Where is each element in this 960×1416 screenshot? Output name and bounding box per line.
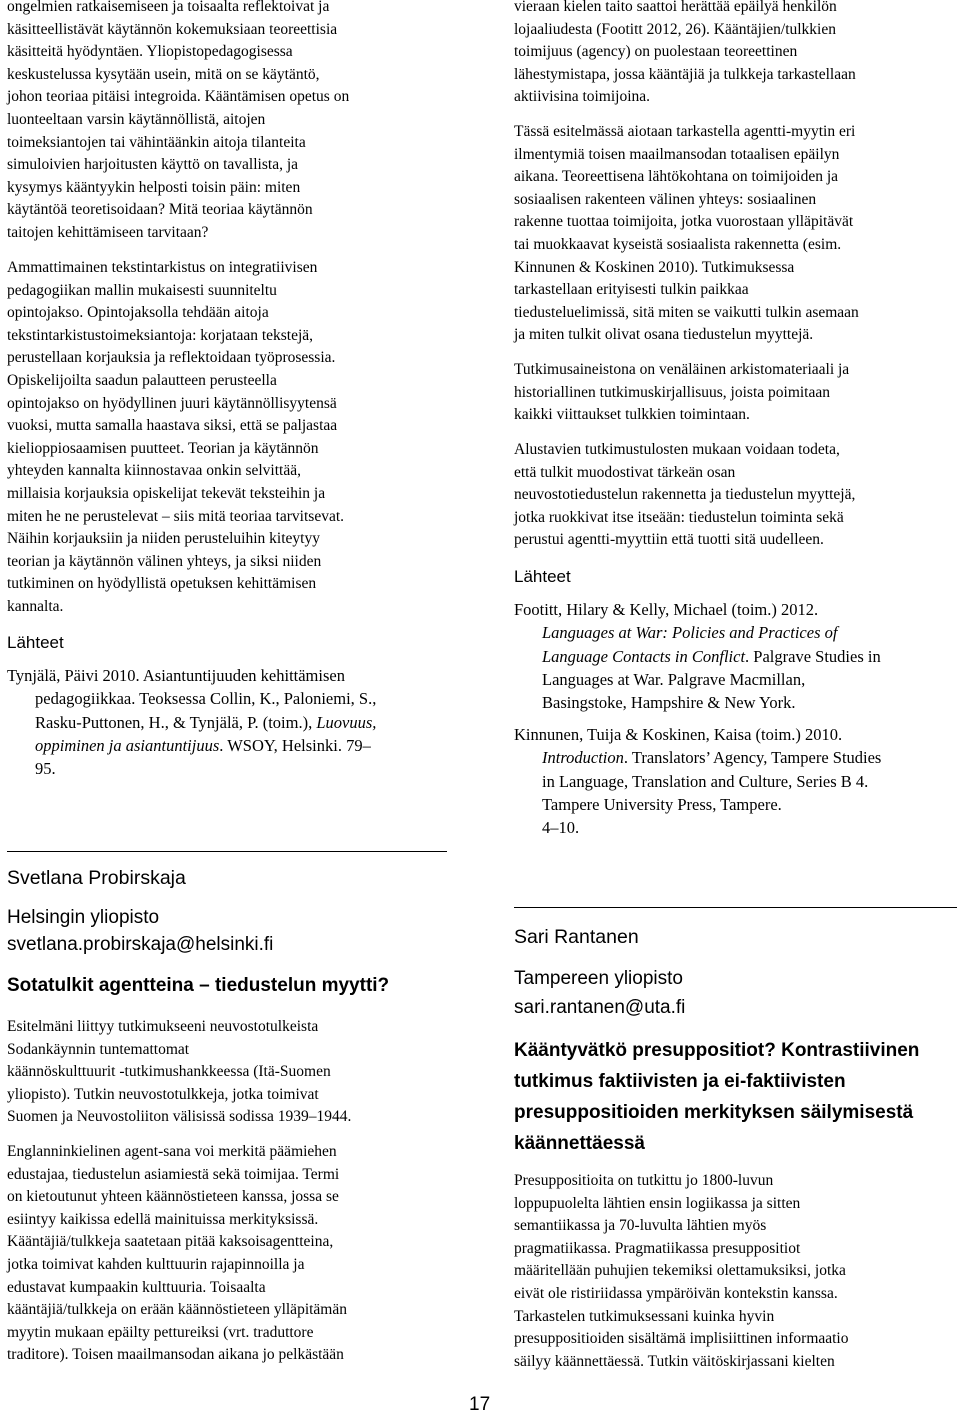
text-line: teorian ja käytännön välinen yhteys, ja siksi niiden xyxy=(7,552,322,570)
text-line: johon teoriaa pitäisi integroida. Kääntämisen opetus on xyxy=(7,88,350,106)
paragraph-research-intro xyxy=(7,1016,351,1129)
author-email[interactable]: svetlana.probirskaja@helsinki.fi xyxy=(7,934,274,955)
reference-line: 95. xyxy=(35,759,56,779)
title-line: presuppositioiden merkityksen säilymisestä xyxy=(514,1102,914,1123)
reference-text: . Translators’ Agency, Tampere Studies xyxy=(623,748,882,768)
text-line: opintojakso on hyödyllinen juuri käytännöllisyytensä xyxy=(7,394,337,412)
text-line: esiintyy kaikissa edellä mainituissa merkityksissä. xyxy=(7,1210,319,1228)
text-line: kaikki viittaukset tulkkien toimintaan. xyxy=(514,406,750,424)
reference-line xyxy=(514,746,881,769)
author-name: Svetlana Probirskaja xyxy=(7,867,186,889)
reference-book-title: Luovuus, xyxy=(316,712,377,732)
text-line: säilyy käännettäessä. Tutkin väitöskirjassani kielten xyxy=(514,1352,835,1370)
text-line: Tässä esitelmässä aiotaan tarkastella agentti-myytin eri xyxy=(514,123,856,140)
reference-line xyxy=(514,621,881,644)
paragraph-presuppositions xyxy=(514,1170,849,1373)
text-line: pedagogiikan mallin mukaisesti suunniteltu xyxy=(7,281,277,299)
author-email[interactable]: sari.rantanen@uta.fi xyxy=(514,997,686,1018)
text-line: tarkastellaan erityisesti tulkin paikkaa xyxy=(514,281,749,299)
reference-line: pedagogiikkaa. Teoksessa Collin, K., Paloniemi, S., xyxy=(35,689,377,709)
text-line: yliopisto). Tutkin neuvostotulkkeja, jotka toimivat xyxy=(7,1085,319,1103)
text-line: neuvostotiedustelun rakennetta ja tiedustelun myyttejä, xyxy=(514,486,856,504)
text-line: on kietoutunut yhteen käännöstieteen kanssa, jossa se xyxy=(7,1188,339,1206)
reference-line xyxy=(7,711,376,734)
text-line: aikana. Teoreettisena lähtökohtana on toimijoiden ja xyxy=(514,168,839,186)
author-affiliation: Tampereen yliopisto xyxy=(514,968,683,989)
reference-line xyxy=(514,645,881,668)
text-line: käsitteellistävät käytännön kokemuksiaan teoreettisia xyxy=(7,20,338,38)
page-number: 17 xyxy=(469,1394,491,1415)
reference-text: . WSOY, Helsinki. 79– xyxy=(219,735,371,755)
reference-line: 4–10. xyxy=(542,818,580,838)
text-line: edustajaa, tiedustelun asiamiestä sekä toimijaa. Termi xyxy=(7,1165,340,1183)
reference-line: in Language, Translation and Culture, Series B 4. xyxy=(542,771,869,791)
title-line: Kääntyvätkö presuppositiot? Kontrastiivinen xyxy=(514,1040,920,1061)
text-line: historiallinen tutkimuskirjallisuus, joista poimitaan xyxy=(514,383,831,401)
text-line: Opiskelijoilta saadun palautteen perusteella xyxy=(7,371,277,389)
title-line: tutkimus faktiivisten ja ei-faktiivisten xyxy=(514,1071,846,1092)
references-heading: Lähteet xyxy=(514,567,571,586)
text-line: aktiivisina toimijoina. xyxy=(514,88,651,106)
text-line: kysymys kääntyykin helposti toisin päin: miten xyxy=(7,178,301,196)
text-line: semantiikassa ja 70-luvulta lähtien myös xyxy=(514,1217,767,1235)
paragraph-agency-approach xyxy=(514,0,856,109)
text-line: opintojakso. Opintojaksolla tehdään aitoja xyxy=(7,304,269,322)
text-line: luonteeltaan varsin käytännöllistä, aitojen xyxy=(7,110,266,128)
paragraph-presentation-aim xyxy=(514,121,859,347)
text-line: perustellaan korjauksia ja reflektoidaan työprosessia. xyxy=(7,349,336,367)
text-line: yhteyden kannalta kiinnostavaa onkin selvittää, xyxy=(7,462,301,480)
text-line: simuloivien harjoitusten käyttö on tavallista, ja xyxy=(7,156,299,174)
reference-book-title: oppiminen ja asiantuntijuus xyxy=(35,735,220,755)
text-line: presuppositioiden sisältämä implisiittinen informaatio xyxy=(514,1330,849,1348)
text-line: edustavat kumpaakin kulttuuria. Toisaalta xyxy=(7,1278,266,1296)
text-line: Englanninkielinen agent-sana voi merkitä päämiehen xyxy=(7,1143,337,1160)
text-line: Sodankäynnin tuntemattomat xyxy=(7,1040,190,1058)
text-line: tekstintarkistustoimeksiantoja: korjataan tekstejä, xyxy=(7,326,314,344)
reference-line: Basingstoke, Hampshire & New York. xyxy=(542,693,796,713)
text-line: sosiaalisen rakenteen välinen yhteys: sosiaalinen xyxy=(514,190,817,208)
text-line: jotka toimivat kahden kulttuurin rajapinnoilla ja xyxy=(7,1255,305,1273)
reference-text: . Palgrave Studies in xyxy=(745,646,881,666)
reference-entry xyxy=(7,664,376,780)
references-heading: Lähteet xyxy=(7,633,64,652)
text-line: traditore). Toisen maailmansodan aikana jo pelkästään xyxy=(7,1346,344,1364)
text-line: lojaaliudesta (Footitt 2012, 26). Kääntäjien/tulkkien xyxy=(514,20,836,38)
reference-line: Kinnunen, Tuija & Koskinen, Kaisa (toim.) 2010. xyxy=(514,725,843,744)
text-line: loppupuolelta lähtien ensin logiikassa ja sitten xyxy=(514,1194,801,1212)
article-title: Sotatulkit agentteina – tiedustelun myytti? xyxy=(7,975,390,996)
paragraph-preliminary-results xyxy=(514,439,855,552)
text-line: Tutkimusaineistona on venäläinen arkistomateriaali ja xyxy=(514,361,850,378)
text-line: Näihin korjauksiin ja niiden perusteluihin kiteytyy xyxy=(7,530,320,548)
text-line: Ammattimainen tekstintarkistus on integratiivisen xyxy=(7,259,318,276)
text-line: Suomen ja Neuvostoliiton välisissä sodissa 1939–1944. xyxy=(7,1108,352,1126)
paragraph-text-editing-course xyxy=(7,257,344,619)
paragraph-research-material xyxy=(514,359,849,427)
text-line: Esitelmäni liittyy tutkimukseeni neuvostotulkeista xyxy=(7,1018,319,1035)
text-line: vieraan kielen taito saattoi herättää epäilyä henkilön xyxy=(514,0,837,15)
text-line: keskustelussa kysytään usein, mitä on se käytäntö, xyxy=(7,65,320,83)
text-line: tiedusteluelimissä, sitä miten se vaikutti tulkin asemaan xyxy=(514,303,859,321)
text-line: ja miten tulkit olivat osana tiedustelun myyttejä. xyxy=(514,326,814,344)
author-name: Sari Rantanen xyxy=(514,926,639,948)
reference-line: Tynjälä, Päivi 2010. Asiantuntijuuden kehittämisen xyxy=(7,666,345,685)
text-line: kielioppiosaamisen puutteet. Teorian ja käytännön xyxy=(7,439,319,457)
text-line: käännöskulttuurit -tutkimushankkeessa (Itä-Suomen xyxy=(7,1063,331,1081)
text-line: pragmatiikassa. Pragmatiikassa presuppositiot xyxy=(514,1239,801,1257)
text-line: eivät ole ristiriidassa ympäröivän kontekstin kanssa. xyxy=(514,1284,838,1302)
reference-line: Languages at War. Palgrave Macmillan, xyxy=(542,669,806,689)
text-line: rakenne tuottaa toimijoita, jotka vuorostaan ylläpitävät xyxy=(514,213,854,231)
reference-line xyxy=(7,734,376,757)
reference-line: Tampere University Press, Tampere. xyxy=(542,794,782,814)
reference-entry xyxy=(514,598,881,714)
text-line: toimeksiantojen tai vähintäänkin aitoja tilanteita xyxy=(7,133,306,151)
reference-book-title: Languages at War: Policies and Practices of xyxy=(542,623,838,643)
section-divider xyxy=(514,907,957,908)
text-line: tutkiminen on hyödyllistä opetuksen kehittämisen xyxy=(7,575,317,593)
reference-line: Footitt, Hilary & Kelly, Michael (toim.) 2012. xyxy=(514,600,819,619)
text-line: Tarkastelen tutkimuksessani kuinka hyvin xyxy=(514,1307,775,1325)
reference-book-title: Introduction xyxy=(542,748,624,768)
reference-book-title: Language Contacts in Conflict xyxy=(542,646,746,666)
text-line: lähestymistapa, jossa kääntäjiä ja tulkkeja tarkastellaan xyxy=(514,65,856,83)
text-line: kääntäjiä/tulkkeja on erään käännöstieteen ylläpitämän xyxy=(7,1301,347,1319)
paragraph-agent-term xyxy=(7,1141,347,1367)
article-title xyxy=(514,1035,919,1159)
text-line: miten he ne perustelevat – siis mitä teoriaa tarvitsevat. xyxy=(7,507,345,525)
text-line: Kinnunen & Koskinen 2010). Tutkimuksessa xyxy=(514,258,795,276)
text-line: Alustavien tutkimustulosten mukaan voidaan todeta, xyxy=(514,441,840,458)
text-line: käytäntöä teoretisoidaan? Mitä teoriaa käytännön xyxy=(7,201,313,219)
text-line: toimijuus (agency) on puolestaan teoreettinen xyxy=(514,43,798,61)
text-line: Kääntäjiä/tulkkeja saatetaan pitää kaksoisagentteina, xyxy=(7,1233,334,1251)
text-line: millaisia korjauksia opiskelijat tekevät teksteihin ja xyxy=(7,484,326,502)
reference-text: Rasku-Puttonen, H., & Tynjälä, P. (toim.), xyxy=(35,712,317,732)
text-line: että tulkit muodostivat tärkeän osan xyxy=(514,463,736,481)
text-line: Presuppositioita on tutkittu jo 1800-luvun xyxy=(514,1172,774,1189)
title-line: käännettäessä xyxy=(514,1133,645,1154)
author-affiliation: Helsingin yliopisto xyxy=(7,907,160,928)
text-line: taitojen kehittämiseen tarvitaan? xyxy=(7,223,209,241)
text-line: jotka ruokkivat itse itseään: tiedustelun toiminta sekä xyxy=(514,508,844,526)
text-line: määritellään puhujien tekemiksi olettamuksiksi, jotka xyxy=(514,1262,846,1280)
text-line: perustui agentti-myyttiin että tuotti sitä uudelleen. xyxy=(514,531,824,549)
reference-entry xyxy=(514,723,881,839)
text-line: käsitteitä hyödyntäen. Yliopistopedagogisessa xyxy=(7,43,293,61)
text-line: myytin mukaan epäilty pettureiksi (vrt. traduttore xyxy=(7,1323,314,1341)
text-line: ilmentymiä toisen maailmansodan totaalisen epäilyn xyxy=(514,145,840,163)
text-line: vuoksi, mutta samalla haastava siksi, että se paljastaa xyxy=(7,417,338,435)
text-line: tai muokkaavat kyseistä sosiaalista rakennetta (esim. xyxy=(514,235,842,253)
section-divider xyxy=(7,851,447,852)
text-line: ongelmien ratkaisemiseen ja toisaalta reflektoivat ja xyxy=(7,0,330,15)
text-line: kannalta. xyxy=(7,597,64,615)
paragraph-teaching-theory xyxy=(7,0,349,245)
